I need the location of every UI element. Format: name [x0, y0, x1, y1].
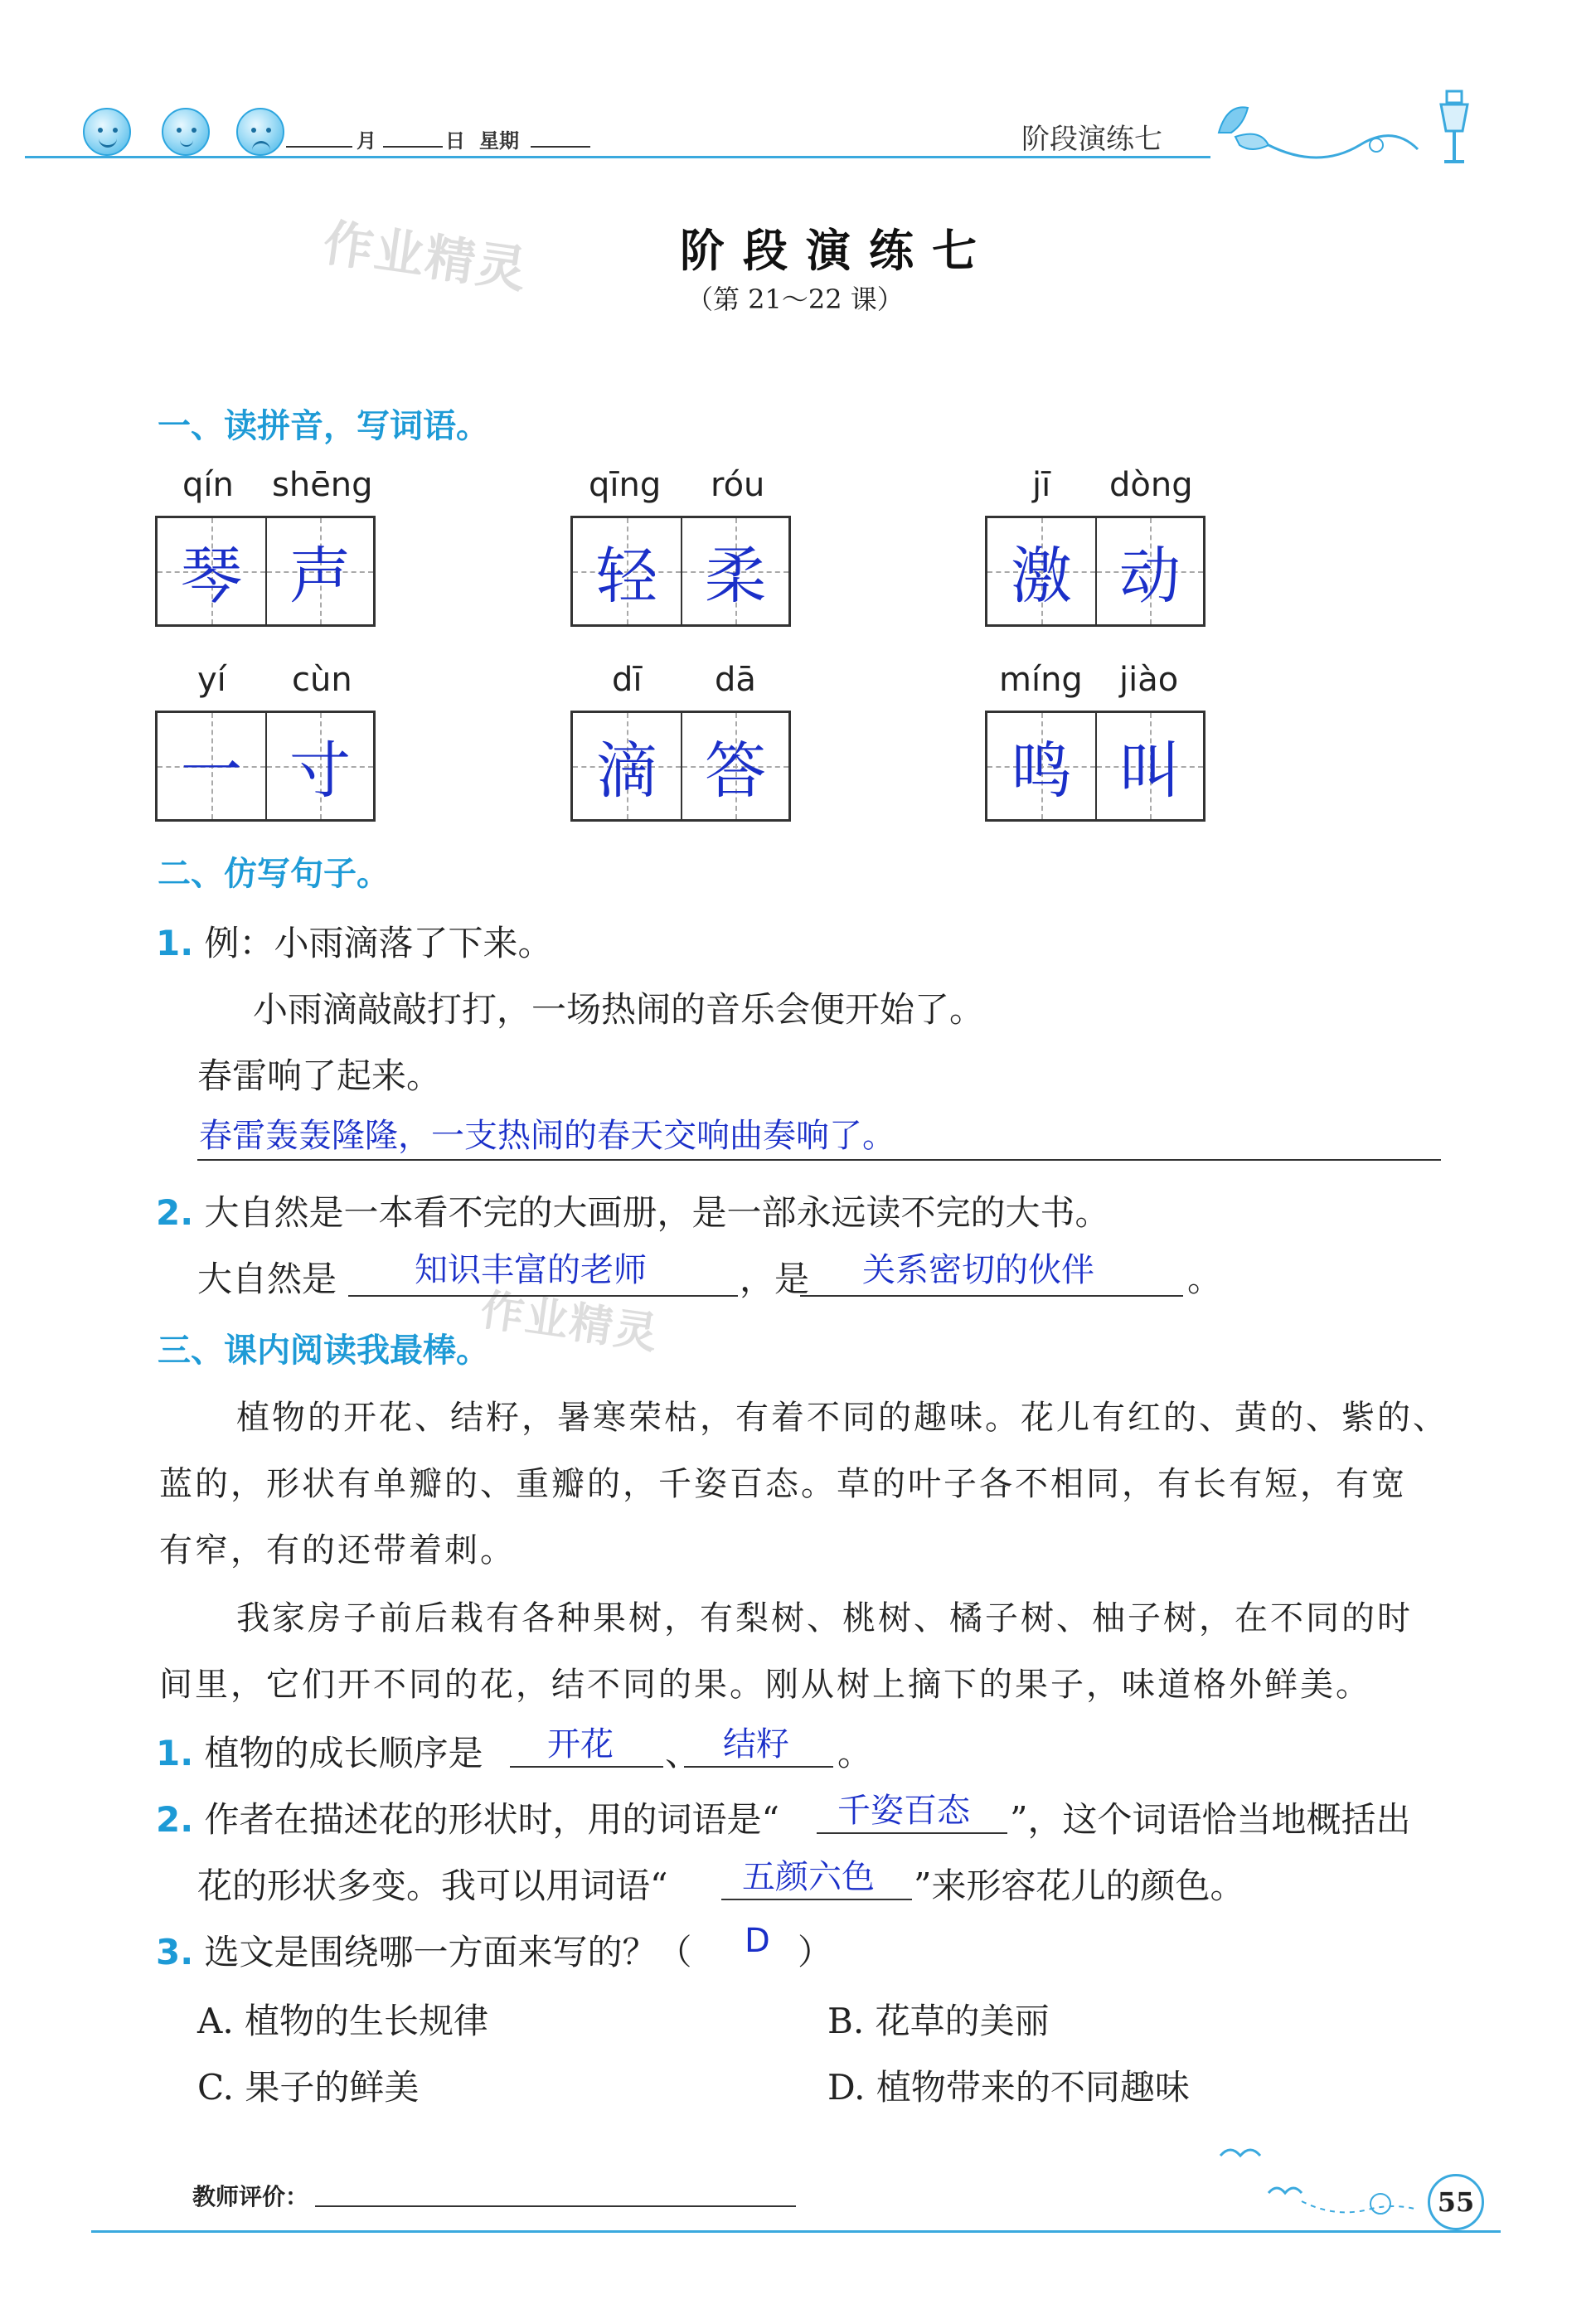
fill-blank[interactable] [817, 1832, 1007, 1834]
answer-char: 一 [181, 735, 242, 807]
watermark: 作业精灵 [478, 1285, 662, 1360]
fill-answer: 开花 [547, 1725, 614, 1764]
page-subtitle: （第 21～22 课） [686, 284, 904, 315]
answer-line[interactable] [197, 1159, 1441, 1161]
choice-answer[interactable]: D [745, 1922, 770, 1960]
answer-char: 寸 [289, 735, 351, 807]
question-text: 花的形状多变。我可以用词语“ [197, 1865, 668, 1906]
question-number: 2. [156, 1192, 194, 1233]
pinyin: jiào [1119, 661, 1179, 699]
fill-answer: 五颜六色 [742, 1858, 875, 1896]
day-label: 日 [445, 129, 465, 153]
weekday-blank[interactable] [531, 124, 590, 148]
pinyin: dī [612, 661, 643, 699]
fill-answer: 千姿百态 [837, 1792, 970, 1830]
section2-heading: 二、仿写句子。 [158, 855, 390, 893]
answer-sentence: 春雷轰轰隆隆，一支热闹的春天交响曲奏响了。 [199, 1117, 895, 1155]
fill-end: 。 [1187, 1259, 1223, 1299]
pinyin: qín [182, 466, 234, 504]
fill-end: 。 [837, 1733, 873, 1773]
header-divider [25, 156, 1210, 158]
answer-char: 叫 [1119, 735, 1181, 807]
header-section-title: 阶段演练七 [1021, 123, 1162, 156]
word-grid[interactable] [985, 711, 1205, 822]
answer-char: 柔 [705, 541, 766, 612]
pinyin: yí [197, 661, 226, 699]
answer-char: 琴 [181, 541, 242, 612]
fill-blank[interactable] [684, 1766, 833, 1768]
fill-blank-2[interactable] [800, 1295, 1183, 1297]
birds-decoration-icon [1210, 2139, 1426, 2230]
answer-char: 轻 [596, 541, 657, 612]
passage-line: 有窄，有的还带着刺。 [159, 1531, 516, 1569]
question-text: 植物的成长顺序是 [204, 1733, 483, 1773]
question-2 [156, 1186, 1110, 1235]
footer-divider [91, 2230, 1501, 2233]
fill-blank[interactable] [721, 1899, 912, 1900]
fill-answer: 结籽 [723, 1725, 789, 1764]
option-a[interactable]: A. 植物的生长规律 [197, 2001, 489, 2041]
word-grid[interactable] [570, 516, 791, 627]
question-text: ”来形容花儿的颜色。 [914, 1865, 1245, 1906]
pinyin: qīng [589, 466, 662, 504]
pinyin: róu [711, 466, 765, 504]
pinyin: dòng [1109, 466, 1193, 504]
question-number: 1. [156, 923, 194, 963]
pinyin: míng [999, 661, 1083, 699]
word-grid[interactable] [570, 711, 791, 822]
reading-question-1 [156, 1726, 483, 1776]
weekday-label: 星期 [479, 129, 519, 153]
pinyin: jī [1032, 466, 1051, 504]
passage-line: 蓝的，形状有单瓣的、重瓣的，千姿百态。草的叶子各不相同，有长有短，有宽 [159, 1465, 1407, 1503]
page-number: 55 [1428, 2174, 1484, 2230]
question-number: 1. [156, 1733, 194, 1773]
fill-answer-2: 关系密切的伙伴 [862, 1251, 1094, 1289]
question-text: 作者在描述花的形状时，用的词语是“ [204, 1799, 780, 1840]
teacher-eval-label: 教师评价： [192, 2183, 309, 2210]
example-expanded: 小雨滴敲敲打打，一场热闹的音乐会便开始了。 [253, 989, 985, 1030]
butterfly-lamp-decoration-icon [1210, 83, 1484, 174]
section1-heading: 一、读拼音，写词语。 [158, 407, 489, 445]
question-text: ） [798, 1932, 833, 1972]
fill-separator: 、 [665, 1733, 701, 1773]
pinyin: cùn [292, 661, 352, 699]
answer-char: 滴 [596, 735, 657, 807]
example-sentence: 例：小雨滴落了下来。 [204, 923, 553, 963]
page-title: 阶段演练七 [680, 225, 995, 277]
passage-line: 植物的开花、结籽，暑寒荣枯，有着不同的趣味。花儿有红的、黄的、紫的、 [236, 1399, 1448, 1437]
fill-lead: 大自然是 [197, 1259, 337, 1299]
answer-char: 鸣 [1011, 735, 1072, 807]
smiley-face-icon [83, 108, 131, 156]
reading-question-2 [156, 1793, 779, 1842]
word-grid[interactable] [155, 711, 376, 822]
option-c[interactable]: C. 果子的鲜美 [197, 2067, 420, 2108]
question-number: 2. [156, 1799, 194, 1840]
answer-char: 声 [289, 541, 351, 612]
question-text: 大自然是一本看不完的大画册，是一部永远读不完的大书。 [204, 1192, 1110, 1233]
answer-char: 激 [1011, 541, 1072, 612]
question-number: 3. [156, 1932, 194, 1972]
option-d[interactable]: D. 植物带来的不同趣味 [827, 2067, 1190, 2108]
question-text: 选文是围绕哪一方面来写的？（ [204, 1932, 692, 1972]
fill-blank-1[interactable] [348, 1295, 738, 1297]
passage-line: 我家房子前后栽有各种果树，有梨树、桃树、橘子树、柚子树，在不同的时 [236, 1599, 1413, 1637]
answer-char: 动 [1119, 541, 1181, 612]
sad-face-icon [236, 108, 284, 156]
fill-blank[interactable] [510, 1766, 663, 1768]
smiley-face-icon [162, 108, 210, 156]
word-grid[interactable] [155, 516, 376, 627]
question-1 [156, 916, 553, 966]
word-grid[interactable] [985, 516, 1205, 627]
section3-heading: 三、课内阅读我最棒。 [158, 1332, 489, 1370]
watermark: 作业精灵 [319, 214, 531, 300]
fill-answer-1: 知识丰富的老师 [415, 1251, 647, 1289]
prompt-sentence: 春雷响了起来。 [197, 1055, 442, 1096]
pinyin: shēng [272, 466, 373, 504]
passage-line: 间里，它们开不同的花，结不同的果。刚从树上摘下的果子，味道格外鲜美。 [159, 1666, 1371, 1704]
answer-char: 答 [705, 735, 766, 807]
reading-question-3 [156, 1925, 692, 1975]
pinyin: dā [715, 661, 756, 699]
fill-mid: ，是 [740, 1259, 810, 1299]
month-blank[interactable] [286, 124, 352, 148]
teacher-eval-blank[interactable] [315, 2205, 796, 2207]
option-b[interactable]: B. 花草的美丽 [827, 2001, 1050, 2041]
month-label: 月 [357, 129, 376, 153]
question-text: ”，这个词语恰当地概括出 [1010, 1799, 1411, 1840]
day-blank[interactable] [383, 124, 443, 148]
